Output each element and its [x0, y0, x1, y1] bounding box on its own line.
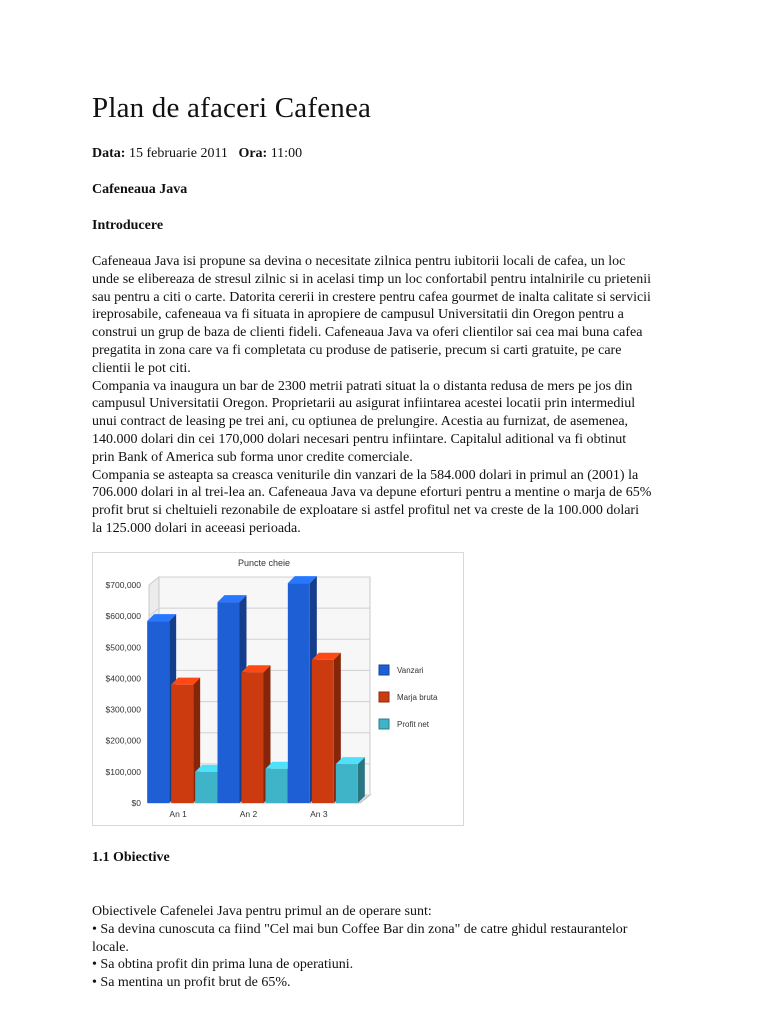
bar	[312, 660, 334, 803]
legend-label: Vanzari	[397, 666, 424, 675]
chart-svg	[92, 552, 464, 826]
y-tick-label: $500,000	[105, 642, 141, 653]
intro-text	[92, 253, 652, 538]
y-tick-label: $300,000	[105, 704, 141, 715]
bar	[266, 769, 288, 803]
intro-paragraph: Compania se asteapta sa creasca veniturile din vanzari de la 584.000 dolari in primul an (2001) la 706.000 dolari in al trei-lea an. Cafeneaua Java va depune eforturi pentru a mentine o marja de 65% profit brut si cheltuieli rezonabile de exploatare si astfel profitul net va creste de la 100.000 dolari la 125.000 dolari in aceeasi perioada.	[92, 467, 652, 536]
intro-paragraph: Compania va inaugura un bar de 2300 metrii patrati situat la o distanta redusa de mers pe jos din campusul Universitatii Oregon. Proprietarii au asigurat infiintarea acestei locatii prin intermediul unui contract de leasing pe trei ani, cu optiunea de prelungire. Acestia au furnizat, de asemenea, 140.000 dolari din cei 170,000 dolari necesari pentru infiintare. Capitalul aditional va fi obtinut prin Bank of America sub forma unor credite comerciale.	[92, 378, 636, 465]
bar	[242, 672, 264, 803]
intro-paragraph: Cafeneaua Java isi propune sa devina o necesitate zilnica pentru iubitorii locali de cafea, un loc unde se elibereaza de stresul zilnic si in acelasi timp un loc confortabil pentru intalnirile cu prietenii sau pentru a citi o carte. Datorita cererii in crestere pentru cafea gourmet de inalta calitate si servicii ireprosabile, cafeneaua va fi situata in apropiere de campusul Universitatii din Oregon pentru a construi un grup de baza de clienti fideli. Cafeneaua Java va oferi clientilor sai cea mai buna cafea pregatita in zona care va fi completata cu produse de patiserie, precum si carti gratuite, pe care clientii le pot citi.	[92, 254, 652, 376]
x-tick-label: An 1	[169, 809, 187, 819]
bar	[147, 621, 169, 803]
list-item: • Sa devina cunoscuta ca fiind "Cel mai bun Coffee Bar din zona" de catre ghidul restaurantelor locale.	[92, 921, 628, 955]
date-label: Data:	[92, 146, 126, 161]
legend-swatch	[379, 719, 389, 729]
document-title: Plan de afaceri Cafenea	[92, 92, 372, 124]
x-tick-label: An 2	[239, 809, 258, 819]
time-value: 11:00	[270, 146, 303, 161]
y-tick-label: $0	[131, 798, 141, 808]
y-tick-label: $600,000	[105, 611, 141, 622]
date-value: 15 februarie 2011	[128, 146, 228, 161]
y-tick-label: $700,000	[105, 580, 141, 590]
legend-label: Marja bruta	[397, 693, 438, 702]
y-tick-label: $100,000	[105, 766, 141, 777]
legend-swatch	[379, 692, 389, 702]
objectives-list	[92, 903, 652, 992]
y-tick-label: $400,000	[105, 673, 141, 684]
chart-title: Puncte cheie	[237, 558, 291, 568]
bar	[171, 685, 193, 803]
objectives-heading: 1.1 Obiective	[92, 850, 170, 865]
bar	[288, 583, 310, 803]
legend-swatch	[379, 665, 389, 675]
legend-label: Profit net	[397, 720, 430, 729]
objectives-intro: Obiectivele Cafenelei Java pentru primul an de operare sunt:	[92, 904, 432, 919]
company-name: Cafeneaua Java	[92, 182, 188, 197]
key-points-chart	[92, 552, 464, 826]
bar	[336, 764, 358, 803]
time-label: Ora:	[238, 146, 268, 161]
date-time-line	[92, 146, 302, 162]
bar-side	[358, 757, 365, 803]
list-item: • Sa mentina un profit brut de 65%.	[92, 975, 291, 991]
x-tick-label: An 3	[310, 809, 328, 819]
bar	[195, 772, 217, 803]
y-tick-label: $200,000	[105, 735, 141, 746]
intro-heading: Introducere	[92, 218, 164, 233]
bar	[218, 602, 240, 803]
list-item: • Sa obtina profit din prima luna de operatiuni.	[92, 957, 354, 973]
